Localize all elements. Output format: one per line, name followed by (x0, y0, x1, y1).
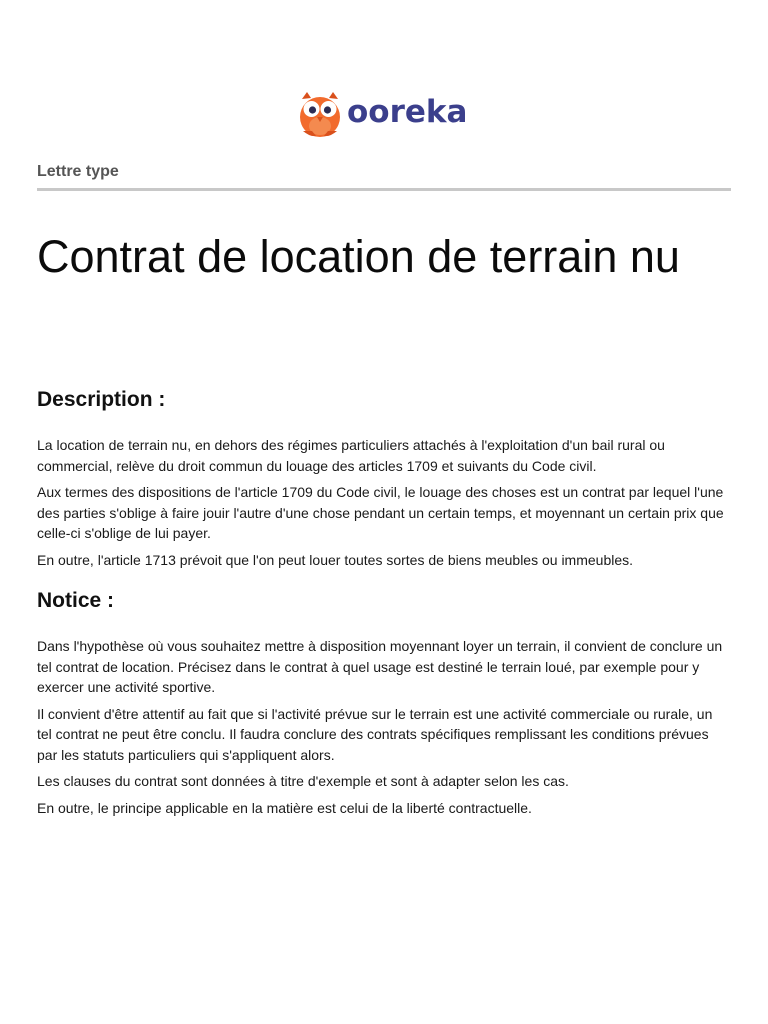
ooreka-logo[interactable] (298, 90, 467, 138)
notice-paragraph: Les clauses du contrat sont données à titre d'exemple et sont à adapter selon les cas. (37, 773, 569, 789)
document-category: Lettre type (37, 163, 119, 180)
description-section (37, 387, 731, 576)
notice-paragraph: Il convient d'être attentif au fait que si l'activité prévue sur le terrain est une activité commerciale ou rurale, un tel contrat ne peut être conclu. Il faudra conclure des contrats spécifiques remplissant les conditions prévues par les statuts particuliers qui s'appliquent alors. (37, 705, 713, 763)
header-divider (37, 188, 731, 191)
description-paragraph: En outre, l'article 1713 prévoit que l'on peut louer toutes sortes de biens meubles ou immeubles. (37, 551, 634, 568)
notice-heading: Notice : (37, 589, 115, 612)
notice-paragraph: En outre, le principe applicable en la matière est celui de la liberté contractuelle. (37, 799, 532, 816)
owl-icon (298, 90, 342, 138)
page-title: Contrat de location de terrain nu (37, 231, 680, 282)
brand-name: ooreka (347, 94, 468, 130)
description-heading: Description : (37, 388, 166, 411)
notice-paragraph: Dans l'hypothèse où vous souhaitez mettre à disposition moyennant loyer un terrain, il convient de conclure un tel contrat de location. Précisez dans le contrat à quel usage est destiné le terrain loué, par exemple pour y exercer une activité sportive. (37, 638, 723, 695)
notice-section (37, 588, 731, 824)
description-paragraph: Aux termes des dispositions de l'article 1709 du Code civil, le louage des choses est un contrat par lequel l'une des parties s'oblige à faire jouir l'autre d'une chose pendant un certain temps, et moyennant un certain prix que celle-ci s'oblige de lui payer. (37, 484, 724, 541)
description-paragraph: La location de terrain nu, en dehors des régimes particuliers attachés à l'exploitation d'un bail rural ou commercial, relève du droit commun du louage des articles 1709 et suivants du Code civil. (37, 437, 665, 474)
